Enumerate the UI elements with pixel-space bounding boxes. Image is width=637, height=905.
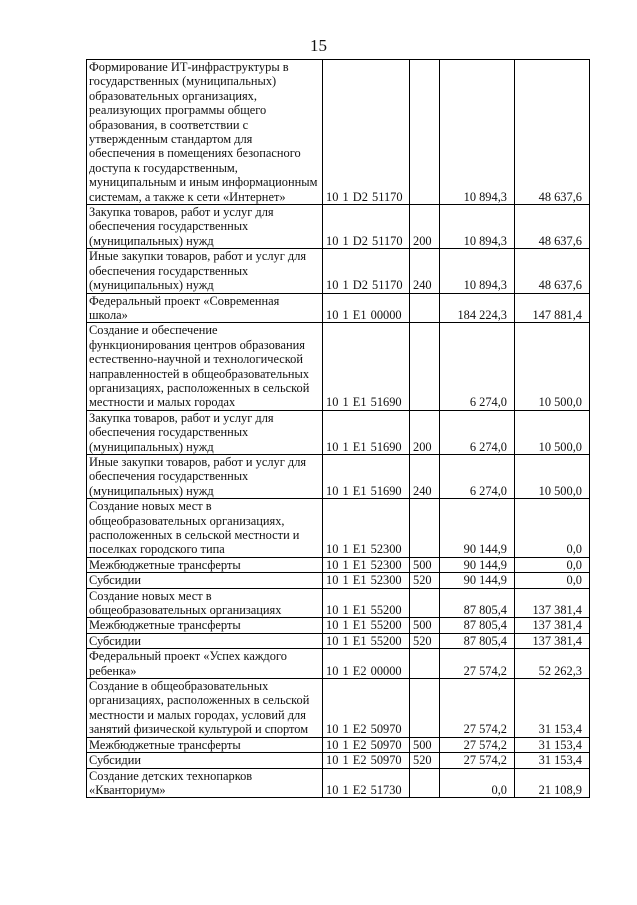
row-name: Федеральный проект «Современная школа» xyxy=(89,293,280,322)
table-row xyxy=(87,60,590,205)
row-name: Иные закупки товаров, работ и услуг для обеспечения государственных (муниципальных) нужд xyxy=(89,249,307,293)
row-amount-1: 90 144,9 xyxy=(440,557,515,572)
row-code: 10 1 E2 50970 xyxy=(323,679,410,738)
table-row xyxy=(87,557,590,572)
row-amount-1: 6 274,0 xyxy=(440,323,515,410)
row-amount-2: 31 153,4 xyxy=(515,679,590,738)
row-name-cell xyxy=(87,557,323,572)
row-amount-2: 147 881,4 xyxy=(515,293,590,323)
row-expense-type: 500 xyxy=(410,618,440,633)
row-name: Формирование ИТ-инфраструктуры в государственных (муниципальных) образовательных организациях, реализующих программы общего образования, в соответствии с утвержденным стандартом для обеспечения в помещениях безопасного доступа к государственным, муниципальным и иным информационным системам, а также к сети «Интернет» xyxy=(89,60,318,204)
row-amount-2: 31 153,4 xyxy=(515,753,590,768)
row-amount-2: 10 500,0 xyxy=(515,323,590,410)
row-name-cell xyxy=(87,633,323,648)
row-amount-2: 137 381,4 xyxy=(515,588,590,618)
row-amount-1: 10 894,3 xyxy=(440,60,515,205)
row-code: 10 1 E1 51690 xyxy=(323,454,410,498)
table-row xyxy=(87,410,590,454)
row-name-cell xyxy=(87,249,323,293)
row-amount-1: 184 224,3 xyxy=(440,293,515,323)
row-expense-type: 500 xyxy=(410,737,440,752)
row-name: Создание в общеобразовательных организациях, расположенных в сельской местности и малых городах, условий для занятий физической культурой и спортом xyxy=(89,679,310,737)
page-number: 15 xyxy=(310,36,327,55)
row-name-cell xyxy=(87,573,323,588)
row-name-cell xyxy=(87,293,323,323)
row-amount-2: 10 500,0 xyxy=(515,410,590,454)
row-name: Субсидии xyxy=(89,633,141,648)
row-expense-type xyxy=(410,679,440,738)
table-row xyxy=(87,499,590,558)
row-name: Создание и обеспечение функционирования центров образования естественно-научной и технологической направленностей в общеобразовательных организациях, расположенных в сельской местности и малых городах xyxy=(89,323,310,410)
table-row xyxy=(87,649,590,679)
row-code: 10 1 D2 51170 xyxy=(323,60,410,205)
row-amount-2: 137 381,4 xyxy=(515,618,590,633)
row-name: Межбюджетные трансферты xyxy=(89,618,241,633)
row-amount-1: 0,0 xyxy=(440,768,515,798)
row-code: 10 1 E1 52300 xyxy=(323,557,410,572)
row-code: 10 1 E2 51730 xyxy=(323,768,410,798)
row-name: Закупка товаров, работ и услуг для обеспечения государственных (муниципальных) нужд xyxy=(89,410,274,454)
row-code: 10 1 E1 52300 xyxy=(323,499,410,558)
row-name-cell xyxy=(87,323,323,410)
table-row xyxy=(87,768,590,798)
row-name: Субсидии xyxy=(89,753,141,768)
budget-table xyxy=(86,59,590,798)
row-amount-1: 27 574,2 xyxy=(440,737,515,752)
row-amount-1: 10 894,3 xyxy=(440,249,515,293)
row-amount-1: 90 144,9 xyxy=(440,573,515,588)
row-expense-type xyxy=(410,768,440,798)
row-amount-2: 137 381,4 xyxy=(515,633,590,648)
row-code: 10 1 E1 51690 xyxy=(323,323,410,410)
row-name: Создание детских технопарков «Кванториум» xyxy=(89,768,253,797)
row-amount-1: 27 574,2 xyxy=(440,649,515,679)
row-code: 10 1 E2 50970 xyxy=(323,753,410,768)
row-code: 10 1 E1 55200 xyxy=(323,588,410,618)
row-amount-1: 10 894,3 xyxy=(440,205,515,249)
row-name-cell xyxy=(87,753,323,768)
row-expense-type: 240 xyxy=(410,454,440,498)
row-name-cell xyxy=(87,618,323,633)
row-code: 10 1 E1 00000 xyxy=(323,293,410,323)
row-name-cell xyxy=(87,679,323,738)
table-row xyxy=(87,633,590,648)
row-amount-2: 48 637,6 xyxy=(515,60,590,205)
row-code: 10 1 E1 52300 xyxy=(323,573,410,588)
row-name: Создание новых мест в общеобразовательных организациях xyxy=(89,588,282,618)
row-code: 10 1 E1 55200 xyxy=(323,633,410,648)
row-name-cell xyxy=(87,60,323,205)
row-expense-type: 200 xyxy=(410,410,440,454)
row-amount-1: 87 805,4 xyxy=(440,618,515,633)
table-row xyxy=(87,679,590,738)
row-expense-type: 500 xyxy=(410,557,440,572)
row-expense-type xyxy=(410,499,440,558)
row-expense-type xyxy=(410,293,440,323)
row-expense-type: 520 xyxy=(410,753,440,768)
row-expense-type xyxy=(410,649,440,679)
row-expense-type xyxy=(410,60,440,205)
table-row xyxy=(87,573,590,588)
table-row xyxy=(87,249,590,293)
row-name-cell xyxy=(87,205,323,249)
table-row xyxy=(87,323,590,410)
table-row xyxy=(87,737,590,752)
row-amount-1: 6 274,0 xyxy=(440,454,515,498)
row-expense-type xyxy=(410,323,440,410)
row-amount-1: 87 805,4 xyxy=(440,588,515,618)
row-name-cell xyxy=(87,499,323,558)
row-expense-type: 240 xyxy=(410,249,440,293)
row-name: Федеральный проект «Успех каждого ребенка» xyxy=(89,649,287,678)
row-code: 10 1 E2 00000 xyxy=(323,649,410,679)
row-expense-type: 520 xyxy=(410,633,440,648)
row-code: 10 1 E2 50970 xyxy=(323,737,410,752)
row-amount-2: 0,0 xyxy=(515,557,590,572)
table-row xyxy=(87,618,590,633)
row-name-cell xyxy=(87,588,323,618)
table-body xyxy=(87,60,590,798)
row-name: Закупка товаров, работ и услуг для обеспечения государственных (муниципальных) нужд xyxy=(89,205,274,248)
row-code: 10 1 E1 55200 xyxy=(323,618,410,633)
row-expense-type xyxy=(410,588,440,618)
row-code: 10 1 E1 51690 xyxy=(323,410,410,454)
table-row xyxy=(87,588,590,618)
row-amount-1: 6 274,0 xyxy=(440,410,515,454)
row-amount-2: 48 637,6 xyxy=(515,249,590,293)
row-name: Субсидии xyxy=(89,573,141,588)
row-name: Межбюджетные трансферты xyxy=(89,737,241,752)
row-expense-type: 520 xyxy=(410,573,440,588)
row-amount-1: 27 574,2 xyxy=(440,753,515,768)
row-name: Создание новых мест в общеобразовательных организациях, расположенных в сельской местности и поселках городского типа xyxy=(89,499,300,557)
row-amount-2: 0,0 xyxy=(515,573,590,588)
row-name: Межбюджетные трансферты xyxy=(89,557,241,572)
row-amount-2: 0,0 xyxy=(515,499,590,558)
table-row xyxy=(87,454,590,498)
row-amount-2: 21 108,9 xyxy=(515,768,590,798)
row-code: 10 1 D2 51170 xyxy=(323,249,410,293)
row-name-cell xyxy=(87,454,323,498)
row-name-cell xyxy=(87,410,323,454)
row-amount-2: 31 153,4 xyxy=(515,737,590,752)
row-name-cell xyxy=(87,649,323,679)
row-code: 10 1 D2 51170 xyxy=(323,205,410,249)
row-name: Иные закупки товаров, работ и услуг для обеспечения государственных (муниципальных) нужд xyxy=(89,454,307,498)
row-expense-type: 200 xyxy=(410,205,440,249)
row-amount-2: 10 500,0 xyxy=(515,454,590,498)
table-row xyxy=(87,753,590,768)
table-row xyxy=(87,293,590,323)
row-amount-1: 90 144,9 xyxy=(440,499,515,558)
row-amount-2: 48 637,6 xyxy=(515,205,590,249)
row-amount-1: 87 805,4 xyxy=(440,633,515,648)
row-amount-1: 27 574,2 xyxy=(440,679,515,738)
table-row xyxy=(87,205,590,249)
row-name-cell xyxy=(87,737,323,752)
row-amount-2: 52 262,3 xyxy=(515,649,590,679)
row-name-cell xyxy=(87,768,323,798)
